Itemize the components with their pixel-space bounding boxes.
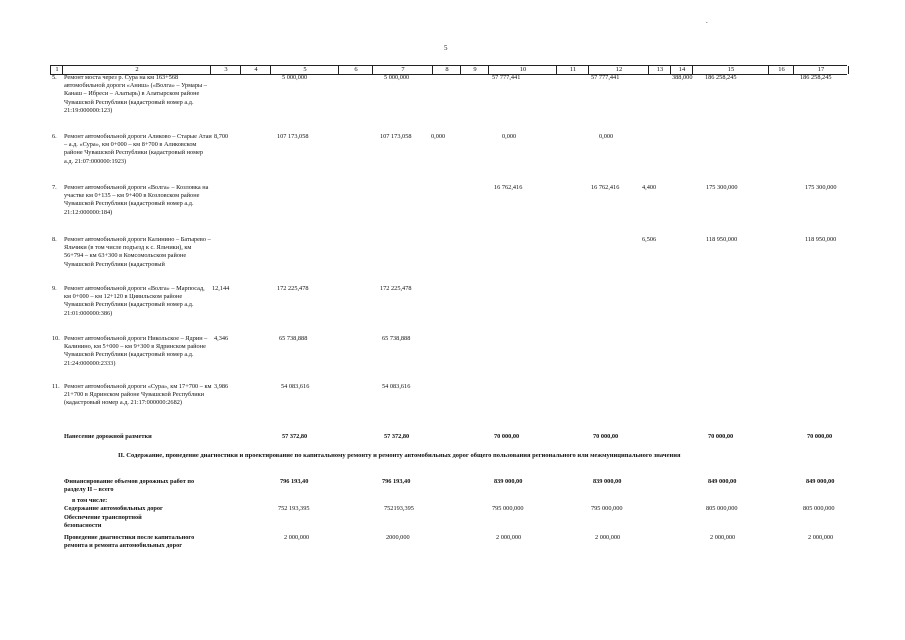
col-header-8: 8	[432, 66, 461, 74]
col-header-10: 10	[488, 66, 557, 74]
cell-col10: 2 000,000	[496, 534, 522, 541]
cell-col17: 2 000,000	[808, 534, 834, 541]
cell-col5: 107 173,058	[277, 133, 309, 140]
cell-col15: 2 000,000	[710, 534, 736, 541]
cell-col10: 795 000,000	[492, 505, 524, 512]
cell-col12: 2 000,000	[595, 534, 621, 541]
cell-col17: 70 000,00	[807, 433, 833, 440]
row-description: Ремонт моста через р. Сура на км 163+568 автомобильной дороги «Аниш» («Волга» – Урмары – Канаш – Ибреси – Алатырь) в Алатырском районе Чувашской Республики (кадастровый номер а.д. 21:19:000000:123)	[64, 74, 207, 114]
col-header-13: 13	[648, 66, 671, 74]
cell-col7: 57 372,80	[384, 433, 410, 440]
cell-col5: 796 193,40	[280, 478, 309, 485]
cell-col14: 388,000	[672, 74, 693, 81]
col-header-6: 6	[338, 66, 373, 74]
cell-col3: 4,346	[214, 335, 229, 342]
cell-col15: 70 000,00	[708, 433, 734, 440]
cell-col13: 4,400	[642, 184, 657, 191]
col-header-3: 3	[210, 66, 241, 74]
cell-col5: 752 193,395	[278, 505, 310, 512]
section-title: II. Содержание, проведение диагностики и проектирование по капитальному ремонту и ремонту автомобильных дорог общего пользования регионального или межмуниципального значения	[118, 452, 681, 459]
cell-col12: 16 762,416	[591, 184, 620, 191]
transport-safety-label: Обеспечение транспортной безопасности	[64, 514, 142, 530]
cell-col17: 118 950,000	[805, 236, 837, 243]
cell-col5: 65 738,888	[279, 335, 308, 342]
cell-col5: 172 225,478	[277, 285, 309, 292]
cell-col7: 5 000,000	[384, 74, 410, 81]
col-header-5: 5	[270, 66, 339, 74]
cell-col12: 0,000	[599, 133, 614, 140]
row-description: Ремонт автомобильной дороги Калинино – Батырево – Яльчики (в том числе подъезд к с. Яльчики), км 56+794 – км 63+300 в Комсомольском районе Чувашской Республики (кадастровый	[64, 236, 211, 268]
cell-col10: 16 762,416	[494, 184, 523, 191]
row-description: Ремонт автомобильной дороги «Волга» – Козловка на участке км 0+135 – км 9+400 в Козловском районе Чувашской Республики (кадастровый номер а.д. 21:12:000000:184)	[64, 184, 209, 216]
row-description: Ремонт автомобильной дороги «Сура», км 17+700 – км 21+700 в Ядринском районе Чувашской Республики (кадастровый номер а.д. 21:17:000000:2682)	[64, 383, 212, 407]
col-header-4: 4	[240, 66, 271, 74]
cell-col12: 57 777,441	[591, 74, 620, 81]
row-number: 11.	[52, 383, 60, 390]
col-header-15: 15	[692, 66, 769, 74]
row-number: 10.	[52, 335, 60, 342]
cell-col13: 6,506	[642, 236, 657, 243]
cell-col7: 752193,395	[384, 505, 414, 512]
cell-col10: 70 000,00	[494, 433, 520, 440]
cell-col15: 175 300,000	[706, 184, 738, 191]
cell-col8: 0,000	[431, 133, 446, 140]
col-header-11: 11	[556, 66, 589, 74]
cell-col17: 805 000,000	[803, 505, 835, 512]
cell-col3: 3,986	[214, 383, 229, 390]
cell-col15: 118 950,000	[706, 236, 738, 243]
row-number: 8.	[52, 236, 57, 243]
cell-col7: 65 738,888	[382, 335, 411, 342]
cell-col7: 796 193,40	[382, 478, 411, 485]
cell-col15: 849 000,00	[708, 478, 737, 485]
row-number: 5.	[52, 74, 57, 81]
cell-col3: 8,700	[214, 133, 229, 140]
col-header-7: 7	[372, 66, 433, 74]
row-number: 6.	[52, 133, 57, 140]
row-label: Финансирование объемов дорожных работ по разделу II – всего	[64, 478, 195, 494]
cell-col17: 175 300,000	[805, 184, 837, 191]
col-header-16: 16	[768, 66, 794, 74]
cell-col7: 54 083,616	[382, 383, 411, 390]
cell-col5: 5 000,000	[282, 74, 308, 81]
including-label: в том числе:	[72, 497, 108, 504]
cell-col17: 849 000,00	[806, 478, 835, 485]
cell-col17: 186 258,245	[800, 74, 832, 81]
cell-col10: 839 000,00	[494, 478, 523, 485]
col-header-9: 9	[460, 66, 489, 74]
cell-col7: 172 225,478	[380, 285, 412, 292]
row-label: Содержание автомобильных дорог	[64, 505, 163, 512]
row-number: 9.	[52, 285, 57, 292]
cell-col15: 186 258,245	[705, 74, 737, 81]
cell-col3: 12,144	[212, 285, 230, 292]
row-description: Ремонт автомобильной дороги «Волга» – Марпосад, км 0+000 – км 12+120 в Цивильском районе Чувашской Республики (кадастровый номер а.д. 21:01:000000:386)	[64, 285, 205, 317]
col-header-12: 12	[588, 66, 649, 74]
row-label: Проведение диагностики после капитального ремонта и ремонта автомобильных дорог	[64, 534, 195, 550]
cell-col7: 2000,000	[386, 534, 410, 541]
cell-col12: 795 000,000	[591, 505, 623, 512]
cell-col15: 805 000,000	[706, 505, 738, 512]
cell-col12: 70 000,00	[593, 433, 619, 440]
cell-col12: 839 000,00	[593, 478, 622, 485]
col-header-1: 1	[50, 66, 63, 74]
row-description: Ремонт автомобильной дороги Аликово – Старые Атаи – а.д. «Сура», км 0+000 – км 8+700 в Аликовском районе Чувашской Республики (кадастровый номер а.д. 21:07:000000:1923)	[64, 133, 212, 165]
col-header-17: 17	[793, 66, 849, 74]
row-number: 7.	[52, 184, 57, 191]
row-label: Нанесение дорожной разметки	[64, 433, 152, 440]
cell-col10: 0,000	[502, 133, 517, 140]
cell-col5: 57 372,80	[282, 433, 308, 440]
cell-col7: 107 173,058	[380, 133, 412, 140]
stray-mark: .	[706, 17, 708, 25]
cell-col5: 2 000,000	[284, 534, 310, 541]
col-header-2: 2	[62, 66, 211, 74]
col-header-14: 14	[670, 66, 693, 74]
cell-col5: 54 083,616	[281, 383, 310, 390]
cell-col10: 57 777,441	[492, 74, 521, 81]
row-description: Ремонт автомобильной дороги Никольское – Ядрин – Калинино, км 5+000 – км 9+300 в Ядринском районе Чувашской Республики (кадастровый номер а.д. 21:24:000000:2333)	[64, 335, 208, 367]
page-number: 5	[444, 44, 448, 52]
